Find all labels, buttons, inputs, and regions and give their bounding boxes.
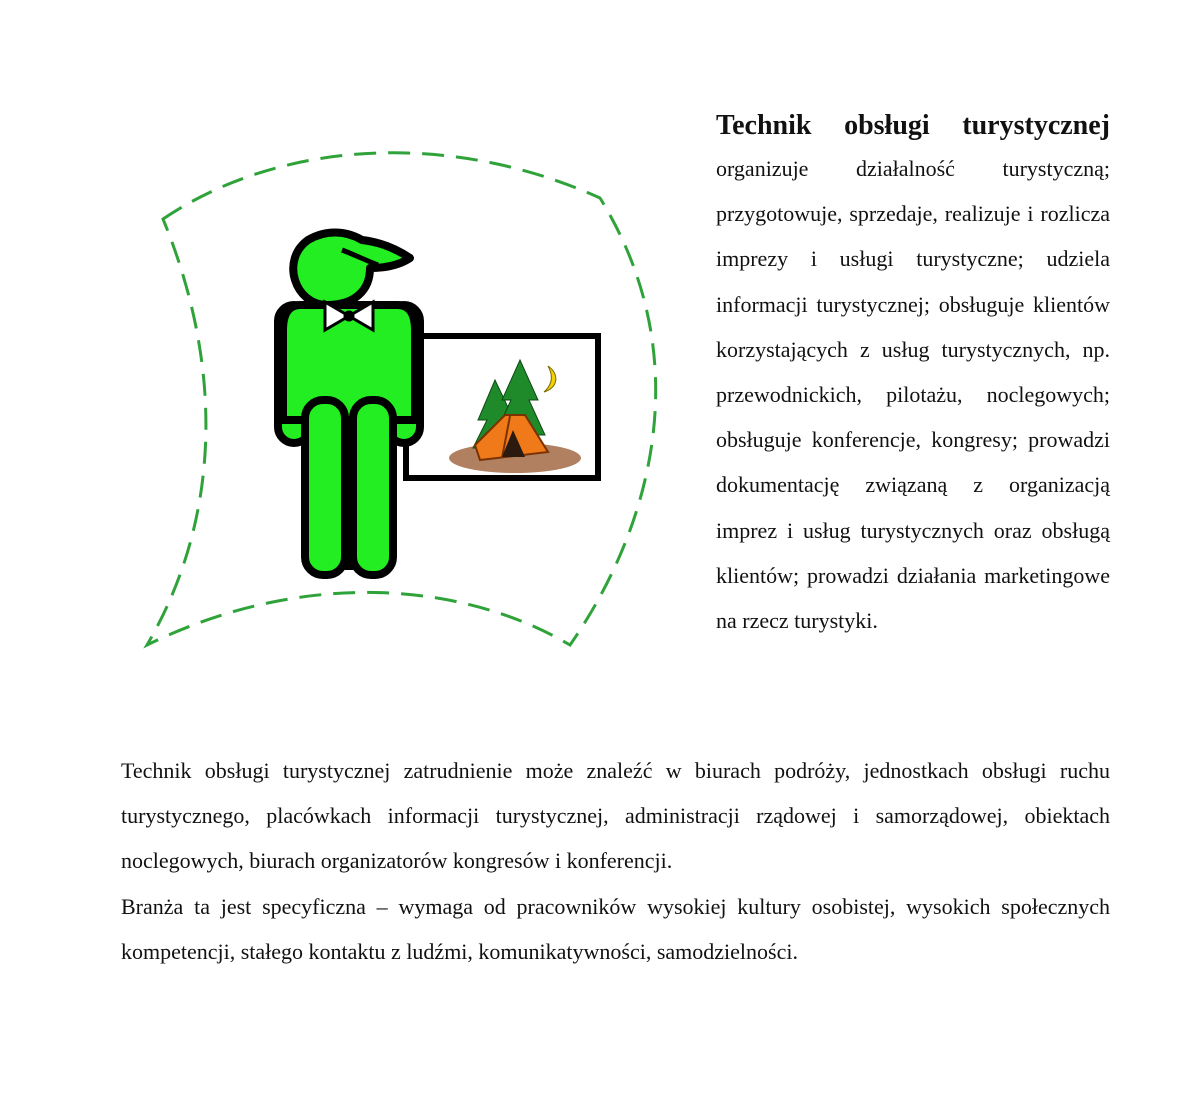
page-heading: Technik obsługi turystycznej — [716, 110, 1110, 141]
duties-text: organizuje działalność turystyczną; przygotowuje, sprzedaje, realizuje i rozlicza imprezy i usługi turystyczne; udziela informacji turystycznej; obsługuje klientów korzystających z usług turystycznych, np. przewodnickich, pilotażu, noclegowych; obsługuje konferencje, kongresy; prowadzi dokumentację związaną z organizacją imprez i usług turystycznych oraz obsługą klientów; prowadzi działania marketingowe na rzecz turystyki. — [716, 156, 1110, 634]
tour-guide-illustration — [130, 130, 670, 660]
industry-paragraph: Branża ta jest specyficzna – wymaga od pracowników wysokiej kultury osobistej, wysokich społecznych kompetencji, stałego kontaktu z ludźmi, komunikatywności, samodzielności. — [121, 893, 1110, 964]
body-text — [121, 748, 1110, 974]
employment-paragraph: Technik obsługi turystycznej zatrudnienie może znaleźć w biurach podróży, jednostkach obsługi ruchu turystycznego, placówkach informacji turystycznej, administracji rządowej i samorządowej, obiektach noclegowych, biurach organizatorów kongresów i konferencji. — [121, 758, 1110, 874]
side-description — [716, 106, 1110, 643]
person-figure-icon — [278, 233, 420, 576]
board-icon — [406, 336, 598, 478]
